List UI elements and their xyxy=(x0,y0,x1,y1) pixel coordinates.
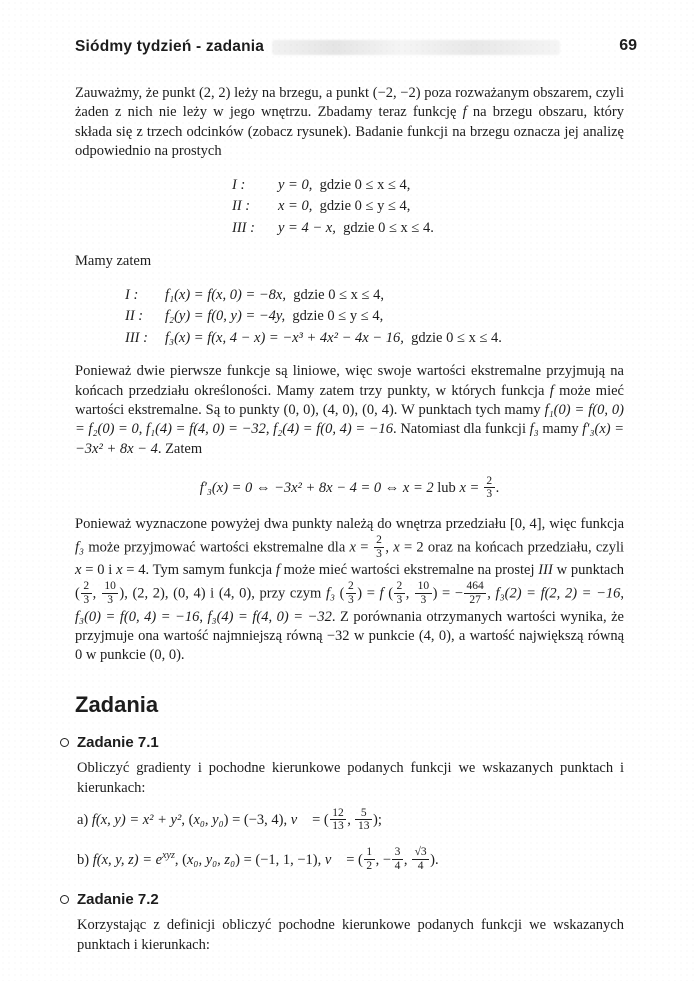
fraction: $\frac{464}{27}$ xyxy=(464,580,486,607)
task-7-2 xyxy=(77,890,624,955)
equation-label: II : xyxy=(125,308,144,325)
paragraph-mamy-zatem: Mamy zatem xyxy=(75,253,152,270)
paragraph-extreme-values: Ponieważ wyznaczone powyżej dwa punkty należą do wnętrza przedziału [0, 4], więc funkcja f₃ może przyjmować wartości ekstremalne dla x = $\frac{2}{3}$ , x = 2 oraz na końcach przedziału, czyli x = 0 i x = 4. Tym samym funkcja f może mieć wartości ekstremalne na prostej III w punktach ( $\frac{2}{3}$ , $\frac{10}{3}$ ), (2, 2), (0, 4) i (4, 0), przy czym f₃ ( $\frac{2}{3}$ ) = f ( $\frac{2}{3}$ , $\frac{10}{3}$ ) = − $\frac{464}{27}$ , f₃(2) = f(2, 2) = −16, f₃(0) = f(0, 4) = −16, f₃(4) = f(4, 0) = −32. Z porównania otrzymanych wartości wynika, że przyjmuje ona wartość najmniejszą równą −32 w punkcie (4, 0), a wartość największą równą 0 w punkcie (0, 0). xyxy=(75,516,625,664)
task-item-b: b) f(x, y, $z) = e^{xyz}$, (x₀, y₀, z₀) = (−1, 1, −1), v⃗ = ( $\frac{1}{2}$ , − $\frac{3}{4}$ , $\frac{√3}{4}$ ). xyxy=(77,846,439,873)
equation-condition: gdzie 0 ≤ y ≤ 4, xyxy=(312,198,411,215)
circle-bullet-icon xyxy=(60,895,69,904)
paragraph-linear-functions: Ponieważ dwie pierwsze funkcje są liniowe, więc swoje wartości ekstremalne przyjmują na końcach przedziału określoności. Mamy zatem trzy punkty, w których funkcja f może mieć wartości ekstremalne. Są to punkty (0, 0), (4, 0), (0, 4). W punktach tych mamy f₁(0) = f(0, 0) = f₂(0) = 0, f₁(4) = f(4, 0) = −32, f₂(4) = f(0, 4) = −16. Natomiast dla funkcji f₃ mamy f′₃(x) = −3x² + 8x − 4. Zatem xyxy=(75,363,625,457)
equation-condition: gdzie 0 ≤ y ≤ 4, xyxy=(285,308,384,325)
fraction: $\frac{10}{3}$ xyxy=(415,580,432,607)
equation-math: f₁(x) = f(x, 0) = −8x, xyxy=(165,286,286,303)
page-header xyxy=(0,0,696,58)
fraction: $\frac{10}{3}$ xyxy=(102,580,119,607)
fraction: $\frac{1}{2}$ xyxy=(364,846,375,873)
equation-math: y = 0, xyxy=(278,176,313,193)
task-body: Korzystając z definicji obliczyć pochodne kierunkowe podanych funkcji we wskazanych punktach i kierunkach: xyxy=(77,917,624,953)
equation-row xyxy=(125,285,624,307)
equation-condition: gdzie 0 ≤ x ≤ 4. xyxy=(403,329,502,346)
equation-label: III : xyxy=(232,219,255,236)
equation-row xyxy=(232,175,624,197)
equation-row xyxy=(232,218,624,240)
task-title: Zadanie 7.1 xyxy=(77,734,159,752)
fraction: $\frac{5}{13}$ xyxy=(355,807,372,834)
equation-math: f₃(x) = f(x, 4 − x) = −x³ + 4x² − 4x − 16, xyxy=(165,329,404,346)
fraction: $\frac{√3}{4}$ xyxy=(412,846,429,873)
fraction: $\frac{2}{3}$ xyxy=(81,580,92,607)
fraction: $\frac{2}{3}$ xyxy=(394,580,405,607)
equation-row xyxy=(125,328,624,350)
equation-math: x = 0, xyxy=(278,198,313,215)
equation-condition: gdzie 0 ≤ x ≤ 4. xyxy=(335,219,434,236)
equation-derivative-roots: f′₃(x) = 0 ⇔ −3x² + 8x − 4 = 0 ⇔ x = 2 lub x = $\frac{2}{3}$ . xyxy=(199,474,500,501)
page-number: 69 xyxy=(619,37,637,54)
task-7-1 xyxy=(77,733,624,874)
fraction: $\frac{12}{13}$ xyxy=(330,807,347,834)
equation-math: y = 4 − x, xyxy=(278,219,336,236)
task-body: Obliczyć gradienty i pochodne kierunkowe podanych funkcji we wskazanych punktach i kierunkach: xyxy=(77,760,624,796)
page-content xyxy=(0,58,696,955)
equation-label: II : xyxy=(232,198,251,215)
equation-condition: gdzie 0 ≤ x ≤ 4, xyxy=(312,176,411,193)
equation-block-restrictions xyxy=(125,285,624,350)
equation-label: I : xyxy=(125,286,139,303)
equation-condition: gdzie 0 ≤ x ≤ 4, xyxy=(285,286,385,303)
equation-row xyxy=(125,306,624,328)
fraction: $\frac{2}{3}$ xyxy=(484,475,495,502)
paragraph-boundary-analysis: Zauważmy, że punkt (2, 2) leży na brzegu, a punkt (−2, −2) poza rozważanym obszarem, czyli żaden z nich nie leży w jego wnętrzu. Zbadamy teraz funkcję f na brzegu obszaru, który składa się z trzech odcinków (zobacz rysunek). Badanie funkcji na brzegu oznacza jej analizę odpowiednio na prostych xyxy=(75,85,625,160)
equation-label: III : xyxy=(125,329,148,346)
equation-math: f₂(y) = f(0, y) = −4y, xyxy=(165,308,286,325)
fraction: $\frac{2}{3}$ xyxy=(346,580,357,607)
task-title: Zadanie 7.2 xyxy=(77,891,159,909)
equation-block-lines xyxy=(232,175,624,240)
page-header-title: Siódmy tydzień - zadania xyxy=(75,38,265,55)
fraction: $\frac{3}{4}$ xyxy=(392,846,403,873)
task-item-a: a) f(x, y) = x² + y², (x₀, y₀) = (−3, 4), v⃗ = ( $\frac{12}{13}$ , $\frac{5}{13}$ ); xyxy=(77,806,382,833)
fraction: $\frac{2}{3}$ xyxy=(374,534,385,561)
section-heading-zadania: Zadania xyxy=(75,691,159,717)
equation-label: I : xyxy=(232,176,246,193)
circle-bullet-icon xyxy=(60,738,69,747)
equation-row xyxy=(232,196,624,218)
scan-smudge xyxy=(272,40,560,55)
